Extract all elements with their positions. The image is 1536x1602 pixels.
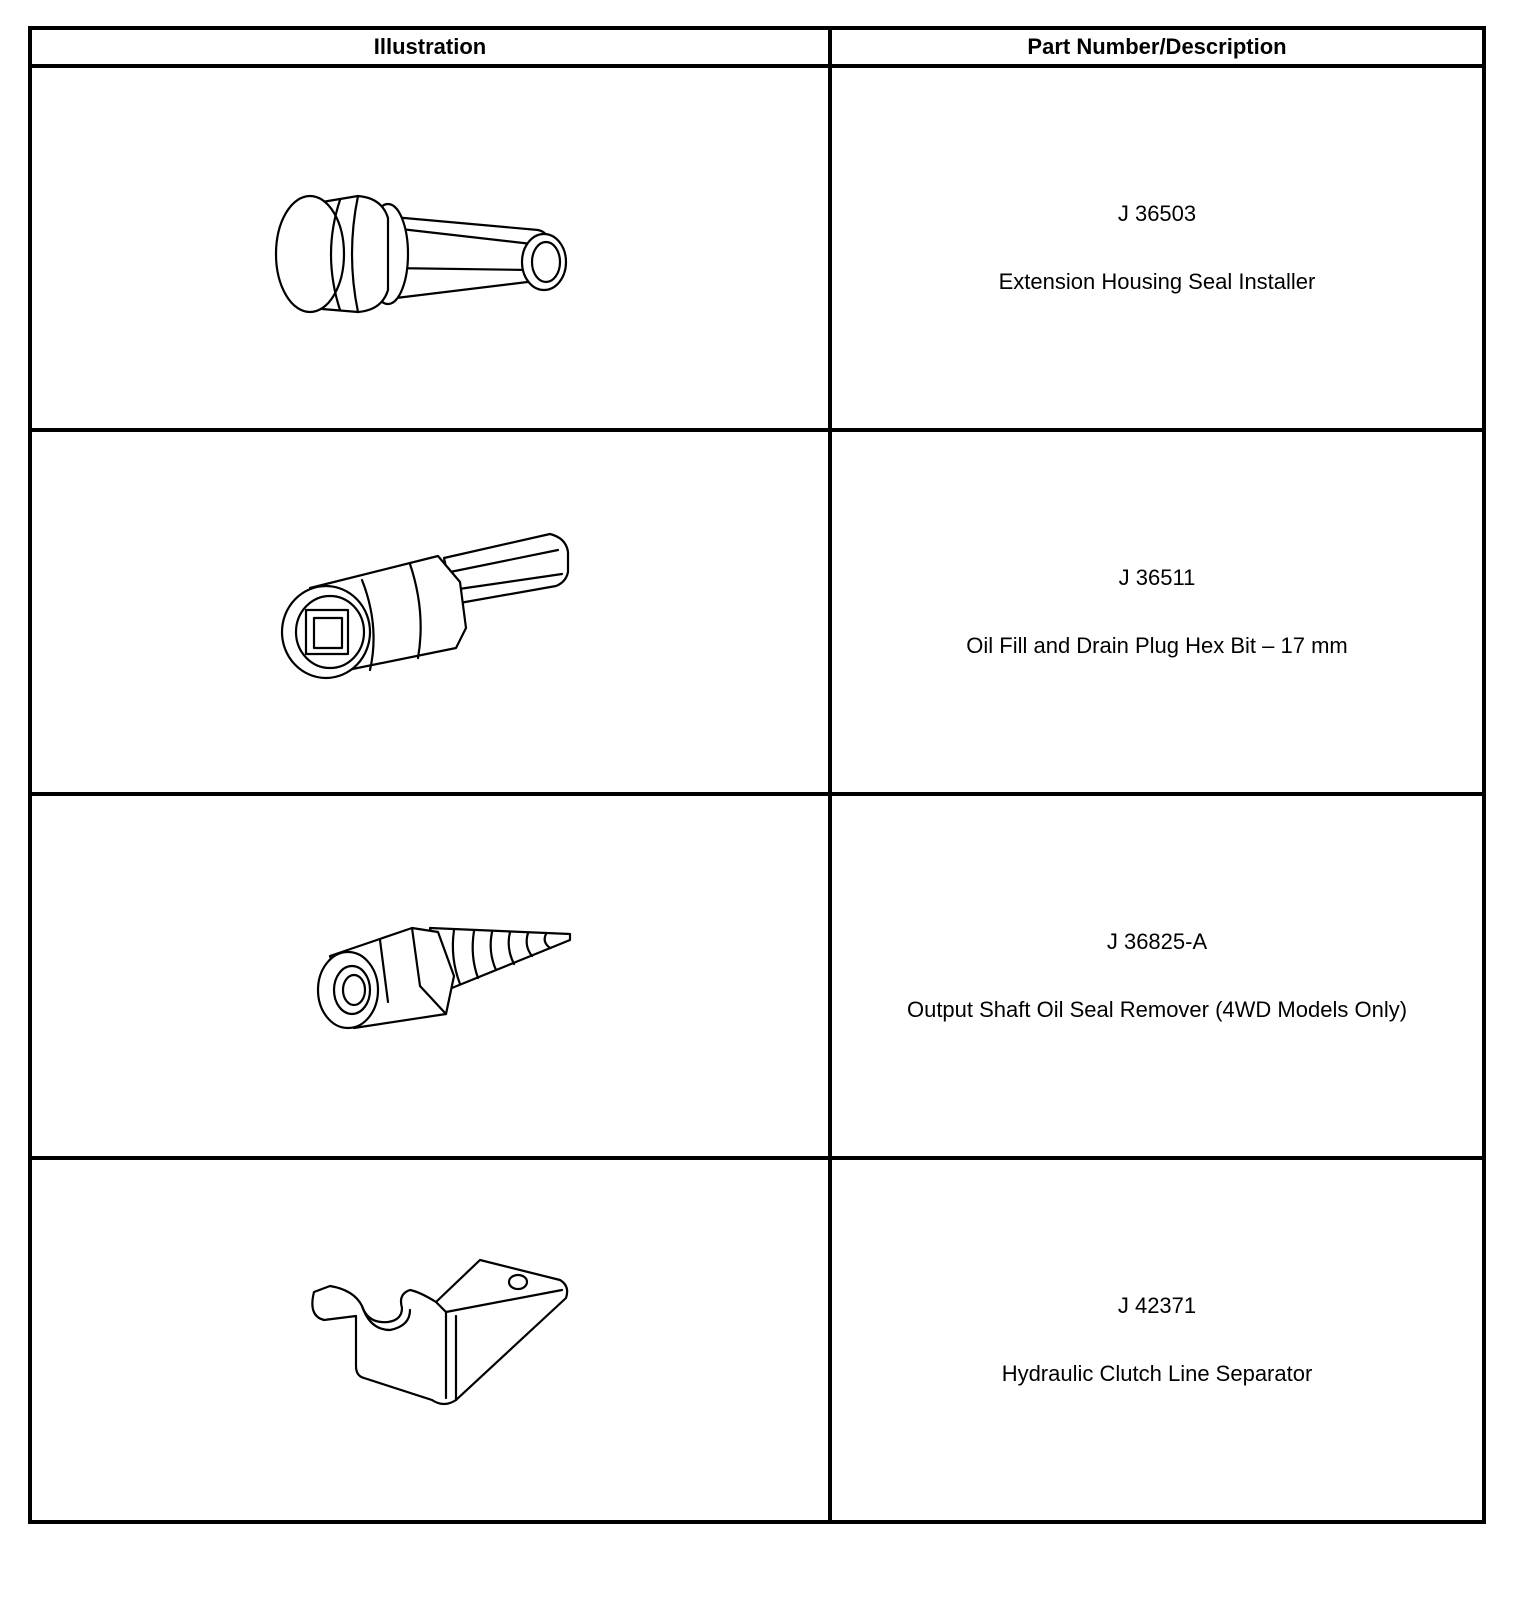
illustration-cell — [30, 794, 830, 1158]
illustration-cell — [30, 1158, 830, 1522]
part-number: J 36511 — [1118, 565, 1196, 590]
table-row — [30, 794, 1484, 1158]
table-row — [30, 66, 1484, 430]
part-number: J 36825-A — [1106, 929, 1208, 954]
illustration-cell — [30, 430, 830, 794]
part-number: J 36503 — [1117, 201, 1197, 226]
part-description: Hydraulic Clutch Line Separator — [1001, 1361, 1313, 1386]
line-separator-tool-icon — [270, 1250, 590, 1430]
part-description-cell — [830, 1158, 1484, 1522]
seal-installer-tool-icon — [270, 158, 590, 338]
illustration-column-header: Illustration — [30, 28, 830, 66]
part-description: Extension Housing Seal Installer — [998, 269, 1316, 294]
illustration-cell — [30, 66, 830, 430]
special-tools-table — [28, 26, 1486, 1524]
part-description-cell — [830, 66, 1484, 430]
table-row — [30, 430, 1484, 794]
table-row — [30, 1158, 1484, 1522]
description-column-header: Part Number/Description — [830, 28, 1484, 66]
part-description-cell — [830, 430, 1484, 794]
seal-remover-tool-icon — [270, 886, 590, 1066]
hex-bit-tool-icon — [270, 522, 590, 702]
table-header-row — [30, 28, 1484, 66]
part-description-cell — [830, 794, 1484, 1158]
part-description: Oil Fill and Drain Plug Hex Bit – 17 mm — [966, 633, 1348, 658]
part-number: J 42371 — [1117, 1293, 1197, 1318]
part-description: Output Shaft Oil Seal Remover (4WD Models Only) — [906, 997, 1408, 1022]
